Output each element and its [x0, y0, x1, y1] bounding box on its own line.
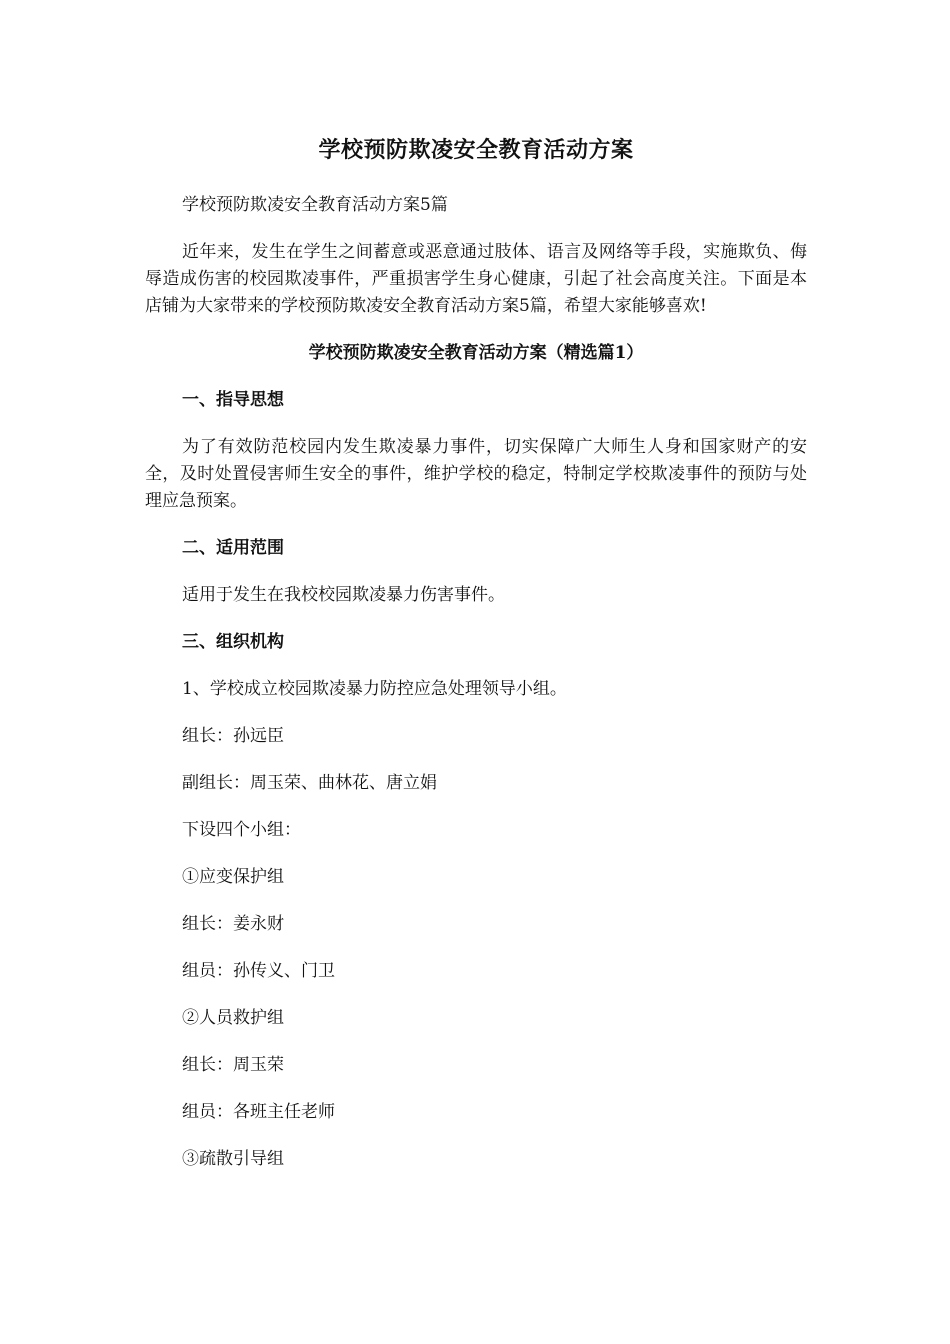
org-line: 下设四个小组：: [182, 820, 301, 840]
heading-scope: 二、适用范围: [182, 538, 284, 558]
heading-guiding-ideology: 一、指导思想: [182, 390, 284, 410]
intro-paragraph: 近年来，发生在学生之间蓄意或恶意通过肢体、语言及网络等手段，实施欺负、侮辱造成伤害的校园欺凌事件，严重损害学生身心健康，引起了社会高度关注。下面是本店铺为大家带来的学校预防欺凌安全教育活动方案5篇，希望大家能够喜欢!: [145, 242, 807, 316]
org-line: ③疏散引导组: [182, 1149, 284, 1169]
subtitle-line: 学校预防欺凌安全教育活动方案5篇: [182, 195, 448, 215]
org-line: 组长：姜永财: [182, 914, 284, 934]
org-line: 副组长：周玉荣、曲林花、唐立娟: [182, 773, 437, 793]
org-line: 组长：孙远臣: [182, 726, 284, 746]
org-line: 组长：周玉荣: [182, 1055, 284, 1075]
paragraph-scope: 适用于发生在我校校园欺凌暴力伤害事件。: [182, 585, 505, 605]
paragraph-guiding-ideology: 为了有效防范校园内发生欺凌暴力事件，切实保障广大师生人身和国家财产的安全，及时处置侵害师生安全的事件，维护学校的稳定，特制定学校欺凌事件的预防与处理应急预案。: [145, 437, 807, 511]
org-line: 1、学校成立校园欺凌暴力防控应急处理领导小组。: [182, 679, 567, 699]
org-line: 组员：孙传义、门卫: [182, 961, 335, 981]
document-title: 学校预防欺凌安全教育活动方案: [318, 137, 634, 163]
org-line: 组员：各班主任老师: [182, 1102, 335, 1122]
heading-organization: 三、组织机构: [182, 632, 284, 652]
org-line: ①应变保护组: [182, 867, 284, 887]
section-heading: 学校预防欺凌安全教育活动方案（精选篇1）: [308, 343, 644, 363]
document-body: [145, 132, 807, 1193]
org-line: ②人员救护组: [182, 1008, 284, 1028]
